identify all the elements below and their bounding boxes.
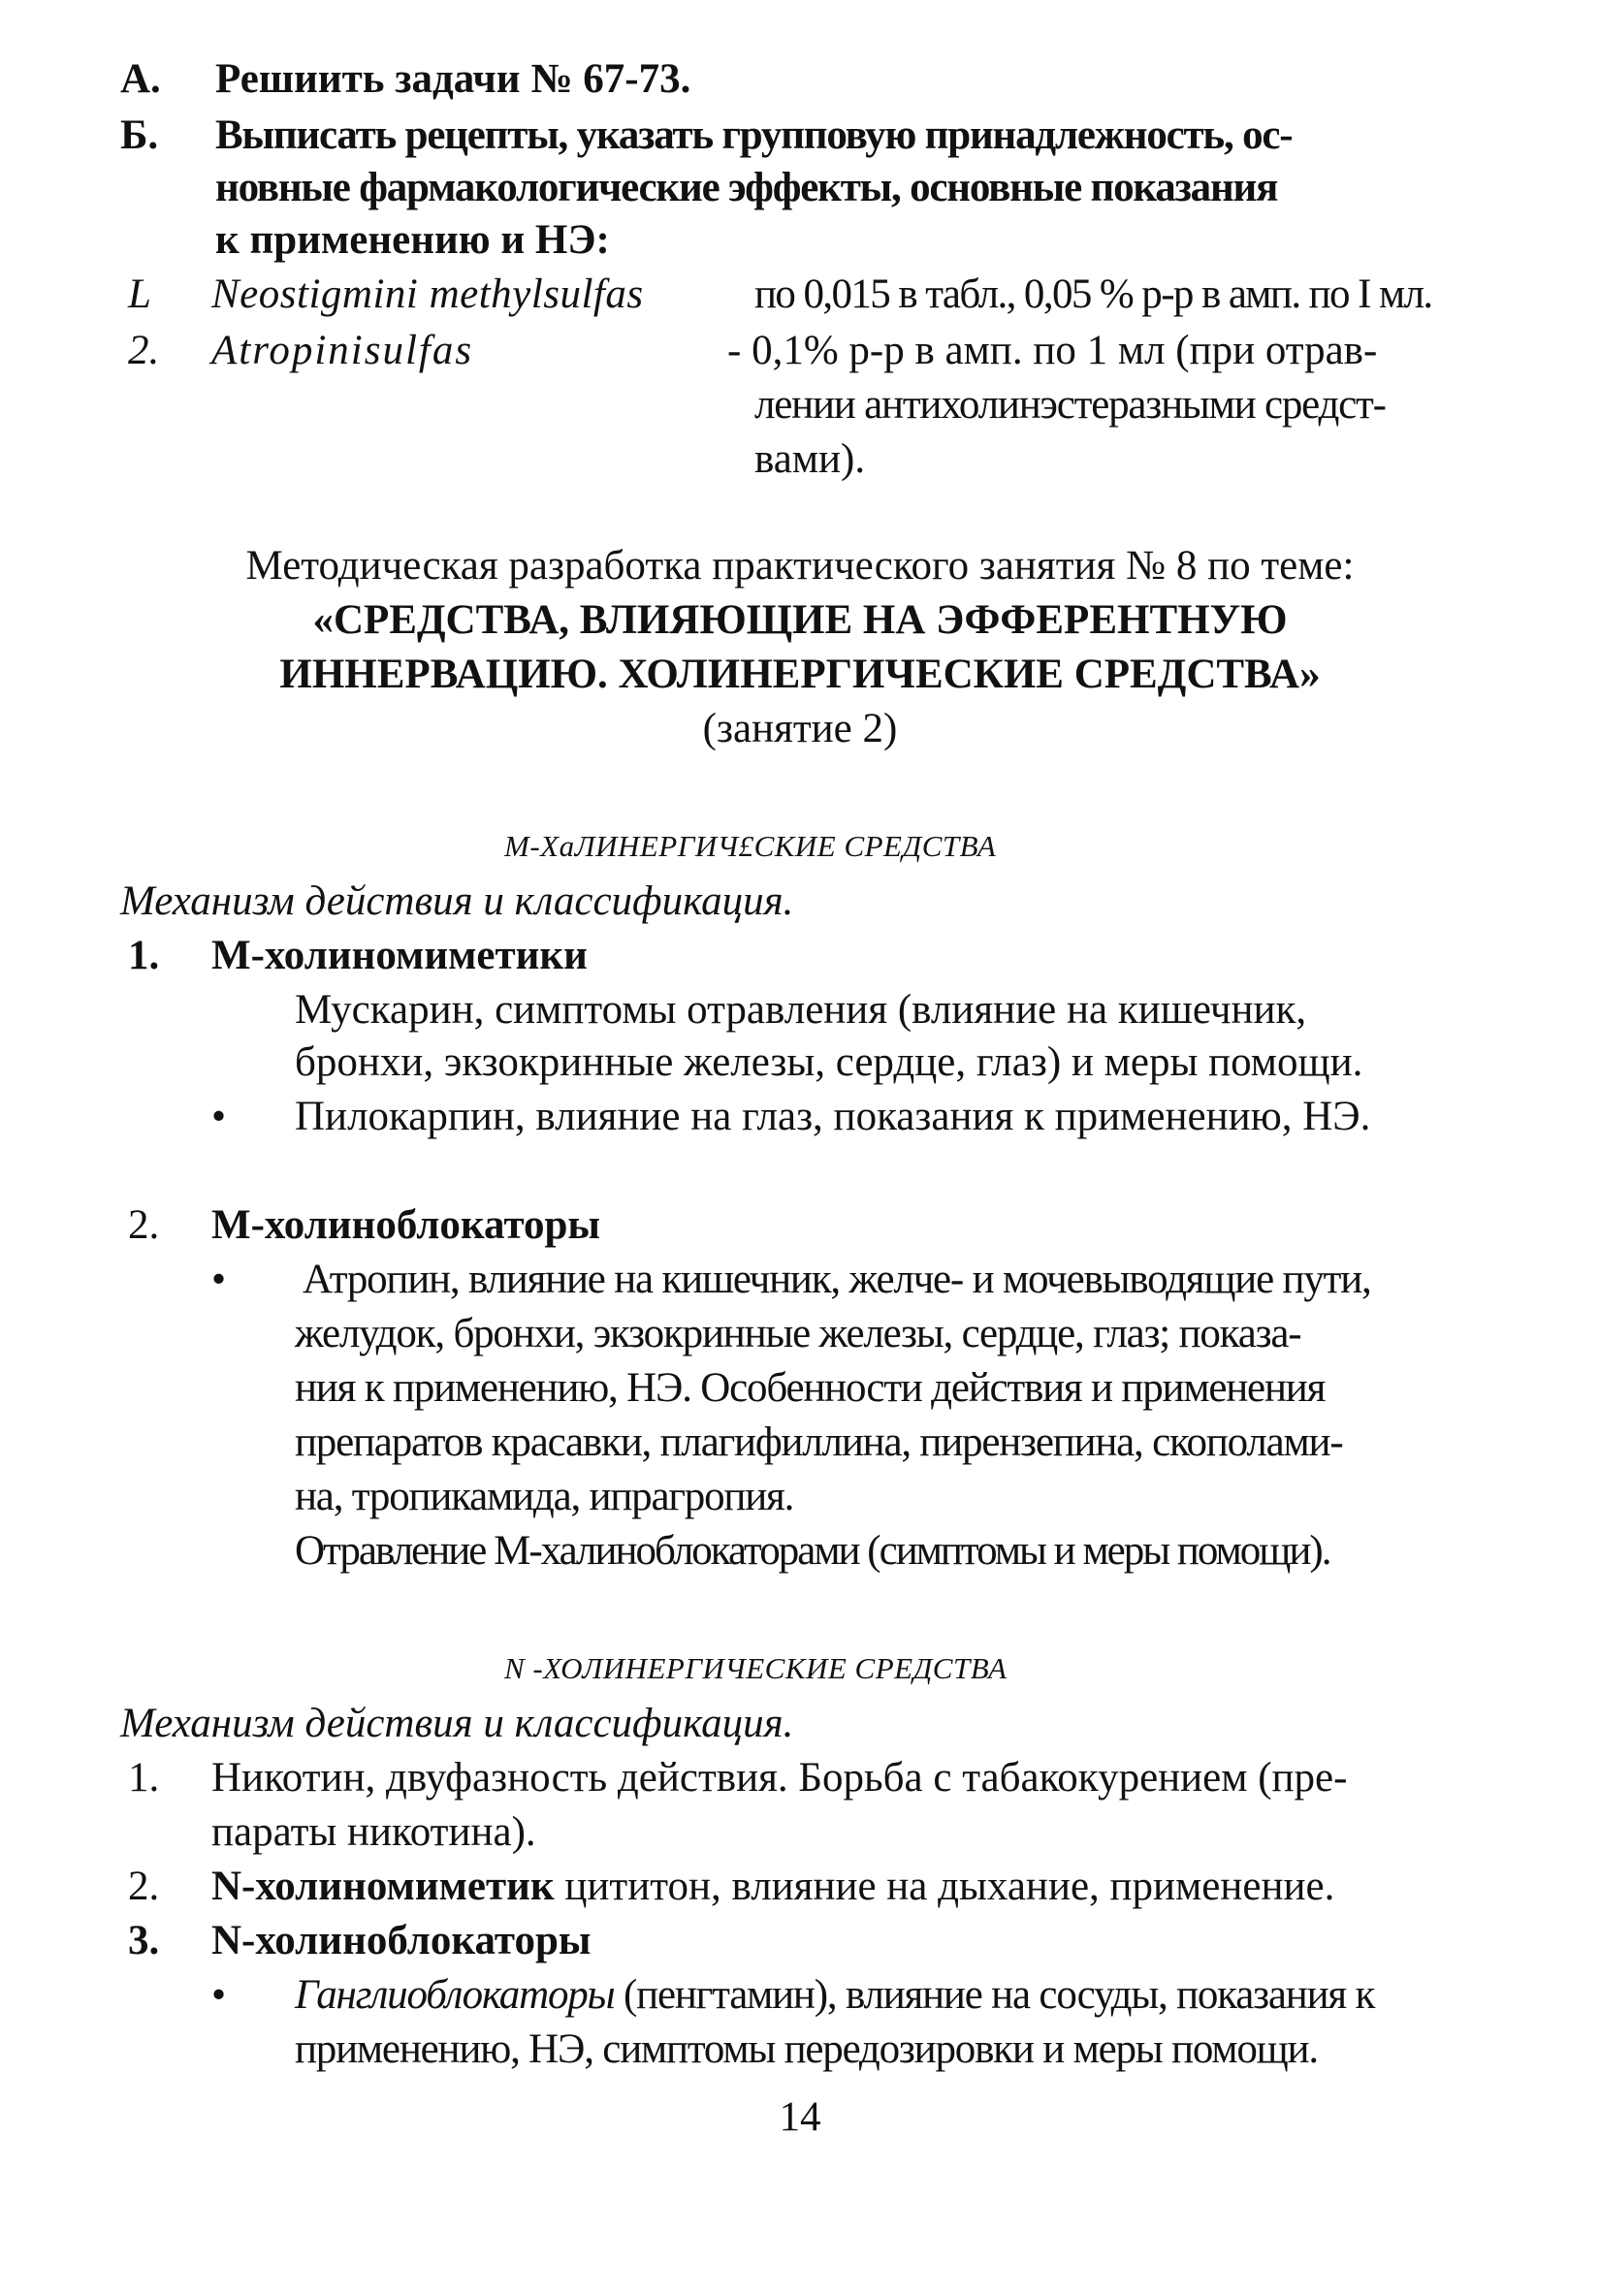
task-b-line: Выписать рецепты, указать групповую принадлежность, ос- (215, 112, 1293, 158)
lesson-title-line: ИННЕРВАЦИЮ. ХОЛИНЕРГИЧЕСКИЕ СРЕДСТВА» (279, 652, 1321, 697)
n-item3-line2: применению, НЭ, симптомы передозировки и меры помощи. (295, 2026, 1318, 2072)
m-item1-title: М-холиномиметики (211, 933, 588, 978)
m-item1-number: 1. (128, 933, 160, 978)
lesson-intro: Методическая разработка практического занятия № 8 по теме: (245, 543, 1355, 589)
n-item3-italic: Ганглиоблокаторы (295, 1972, 615, 2018)
m-item2-bullet-line: Атропин, влияние на кишечник, желче- и мочевыводящие пути, (303, 1257, 1371, 1302)
m-item1-bullet-text: Пилокарпин, влияние на глаз, показания к применению, НЭ. (295, 1094, 1371, 1139)
n-item3-title: N-холиноблокаторы (211, 1918, 592, 1963)
prescription-name: Neostigmini methylsulfas (211, 271, 644, 317)
m-item1-text: бронхи, экзокринные железы, сердце, глаз) и меры помощи. (295, 1039, 1363, 1085)
section-m-mechanism: Механизм действия и классификация. (120, 878, 794, 924)
prescription-description: вами). (754, 436, 866, 482)
task-b-marker: Б. (120, 112, 159, 158)
prescription-description: по 0,015 в табл., 0,05 % р-р в амп. по I мл. (754, 271, 1432, 317)
prescription-name: Atropinisulfas (211, 328, 474, 373)
m-item2-bullet-line: ния к применению, НЭ. Особенности действия и применения (295, 1365, 1326, 1411)
lesson-subtitle: (занятие 2) (702, 706, 898, 751)
section-n-heading: N -ХОЛИНЕРГИЧЕСКИЕ СРЕДСТВА (504, 1651, 1008, 1685)
section-n-mechanism: Механизм действия и классификация. (120, 1701, 794, 1746)
task-b-line: новные фармакологические эффекты, основные показания (215, 165, 1278, 210)
m-item1-text: Мускарин, симптомы отравления (влияние на кишечник, (295, 987, 1307, 1033)
m-item1-bullet: • (211, 1094, 227, 1139)
n-item2-rest: цититон, влияние на дыхание, применение. (554, 1864, 1335, 1909)
prescription-number: 2. (128, 328, 160, 373)
n-item1-line: Никотин, двуфазность действия. Борьба с табакокурением (пре- (211, 1755, 1348, 1801)
lesson-title-line: «СРЕДСТВА, ВЛИЯЮЩИЕ НА ЭФФЕРЕНТНУЮ (312, 597, 1288, 643)
task-b-line: к применению и НЭ: (215, 217, 610, 263)
m-item2-bullet-line: желудок, бронхи, экзокринные железы, сердце, глаз; показа- (295, 1311, 1301, 1356)
prescription-number: L (128, 271, 151, 317)
n-item3-bullet: • (211, 1972, 227, 2018)
page-number: 14 (779, 2094, 821, 2140)
prescription-description: - 0,1% р-р в амп. по 1 мл (при отрав- (727, 328, 1378, 373)
m-item2-title: М-холиноблокаторы (211, 1202, 600, 1248)
m-item2-bullet-line: на, тропикамида, ипрагропия. (295, 1474, 794, 1519)
m-item2-number: 2. (128, 1202, 160, 1248)
task-a-text: Решиить задачи № 67-73. (215, 56, 691, 102)
n-item2-text (211, 1860, 1334, 1914)
section-m-heading: М-ХаЛИНЕРГИЧ£СКИЕ СРЕДСТВА (504, 829, 997, 863)
n-item3-number: 3. (128, 1918, 160, 1963)
n-item2-number: 2. (128, 1864, 160, 1909)
n-item3-text (295, 1968, 1374, 2023)
n-item2-bold: N-холиномиметик (211, 1864, 555, 1909)
prescription-description: лении антихолинэстеразными средст- (754, 382, 1386, 428)
n-item1-number: 1. (128, 1755, 160, 1801)
task-a-marker: А. (120, 56, 161, 102)
m-item2-bullet: • (211, 1257, 227, 1302)
n-item3-rest: (пенгтамин), влияние на сосуды, показания к (614, 1972, 1375, 2018)
m-item2-poisoning: Отравление М-халиноблокаторами (симптомы и меры помощи). (295, 1528, 1330, 1574)
m-item2-bullet-line: препаратов красавки, плагифиллина, пирензепина, скополами- (295, 1419, 1343, 1465)
n-item1-line: параты никотина). (211, 1809, 536, 1855)
